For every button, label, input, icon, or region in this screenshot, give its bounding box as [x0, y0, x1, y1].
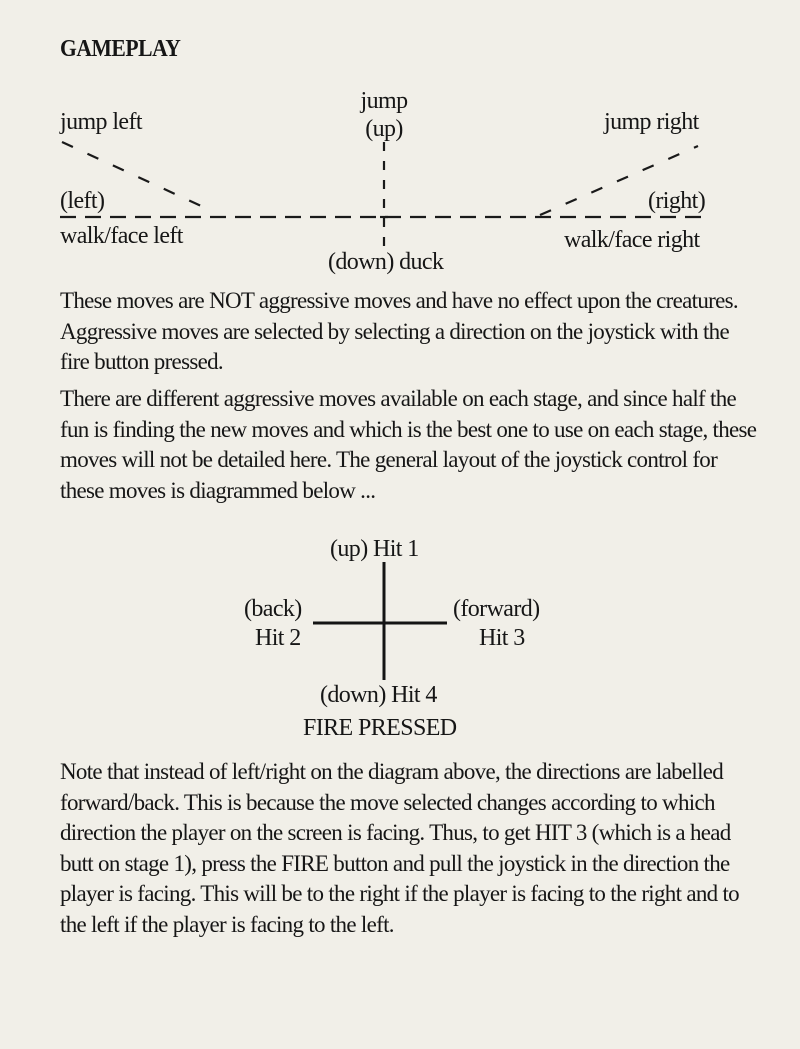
paragraph-forward-back-note: Note that instead of left/right on the diagram above, the directions are labelled forward/back. This is because the move selected changes according to which direction the player on the screen is facing. Thus, to get HIT 3 (which is a head butt on stage 1), press the FIRE button and pull the joystick in the direction the player is facing. This will be to the right if the player is facing to the right and to the left if the player is facing to the left. [60, 759, 739, 937]
label-down-hit4: (down) Hit 4 [320, 682, 437, 708]
paragraph-nonaggressive-moves: These moves are NOT aggressive moves and have no effect upon the creatures. Aggressive moves are selected by selecting a direction on the joystick with the fire button pressed. [60, 288, 738, 374]
paragraph-aggressive-moves: There are different aggressive moves available on each stage, and since half the fun is finding the new moves and which is the best one to use on each stage, these moves will not be detailed here. The general layout of the joystick control for these moves is diagrammed below ... [60, 386, 757, 503]
label-jump-right: jump right [604, 109, 699, 135]
page-heading: GAMEPLAY [60, 36, 181, 62]
label-up-hit1: (up) Hit 1 [330, 536, 419, 562]
label-back: (back) [244, 596, 302, 622]
label-down-duck: (down) duck [328, 249, 444, 275]
label-walk-face-left: walk/face left [60, 223, 183, 249]
label-left: (left) [60, 188, 105, 214]
label-jump: jump [360, 88, 408, 114]
label-fire-pressed: FIRE PRESSED [303, 715, 457, 741]
label-jump-left: jump left [60, 109, 142, 135]
label-forward: (forward) [453, 596, 540, 622]
label-right: (right) [648, 188, 706, 214]
label-hit3: Hit 3 [479, 625, 525, 651]
label-walk-face-right: walk/face right [564, 227, 700, 253]
label-hit2: Hit 2 [255, 625, 301, 651]
label-up: (up) [365, 116, 403, 142]
